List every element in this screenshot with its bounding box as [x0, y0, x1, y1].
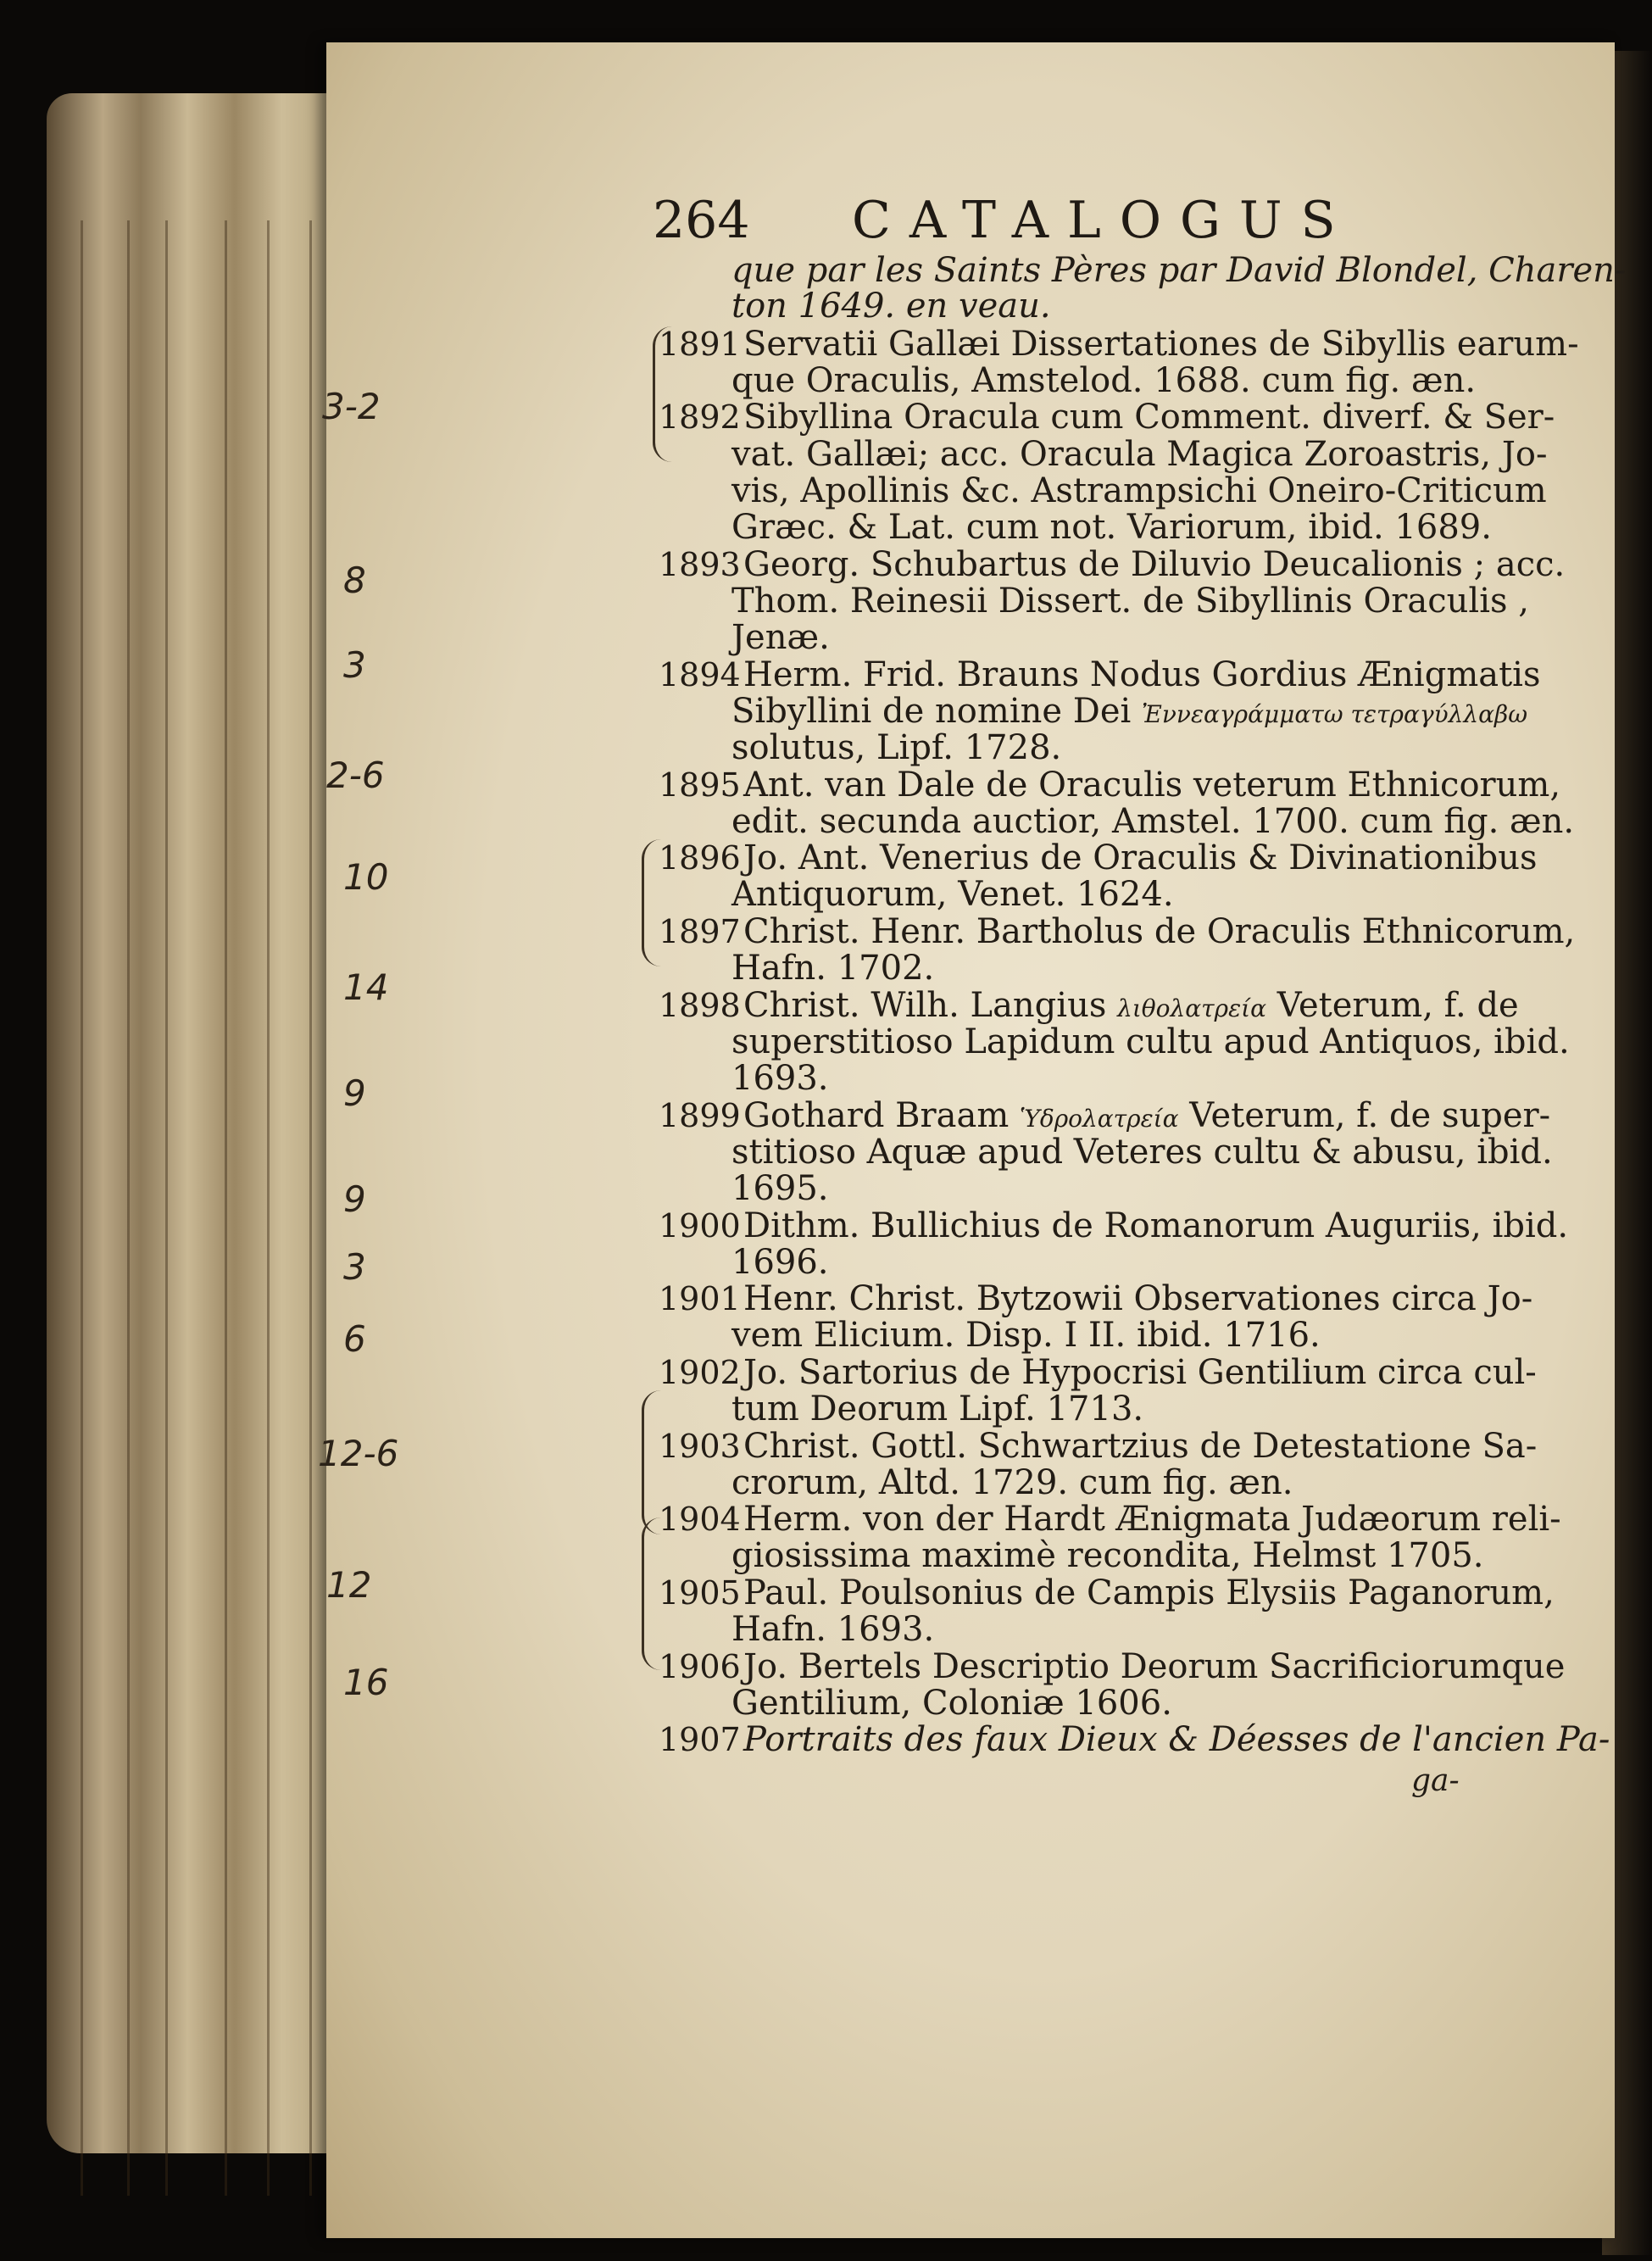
entry-line: tum Deorum Lipf. 1713.	[731, 1389, 1144, 1428]
book-page-edges	[47, 93, 360, 2153]
entry-line: Hafn. 1702.	[731, 949, 935, 988]
entry-line: solutus, Lipf. 1728.	[731, 728, 1062, 767]
entry-line: Antiquorum, Venet. 1624.	[731, 875, 1174, 914]
margin-mark: 16	[343, 1662, 389, 1703]
entry-number: 1896	[659, 839, 741, 877]
entry-line: 1693.	[731, 1059, 829, 1098]
entry-line: Georg. Schubartus de Diluvio Deucalionis ; acc.	[743, 545, 1566, 584]
margin-mark: 3	[343, 644, 366, 686]
entry-line: giosissima maximè recondita, Helmst 1705.	[731, 1536, 1484, 1575]
margin-brace	[642, 1390, 661, 1534]
entry-line: Herm. von der Hardt Ænigmata Judæorum reli-	[743, 1500, 1561, 1539]
catalog-entries	[318, 0, 1649, 2261]
entry-line: Jo. Sartorius de Hypocrisi Gentilium circa cul-	[743, 1353, 1537, 1392]
entry-line: Jo. Bertels Descriptio Deorum Sacrificiorumque	[743, 1647, 1566, 1686]
entry-number: 1905	[659, 1574, 741, 1612]
entry-number: 1897	[659, 913, 741, 950]
entry-line: Græc. & Lat. cum not. Variorum, ibid. 1689.	[731, 508, 1492, 547]
margin-mark: 3-2	[322, 386, 381, 427]
continuation-line: ton 1649. en veau.	[731, 287, 1051, 326]
entry-line: 1696.	[731, 1243, 829, 1282]
margin-mark: 14	[343, 966, 389, 1008]
entry-line: stitioso Aquæ apud Veteres cultu & abusu, ibid.	[731, 1133, 1553, 1172]
entry-line: Gothard Braam Ὑδρολατρεία Veterum, f. de super-	[743, 1096, 1551, 1135]
entry-line: Jo. Ant. Venerius de Oraculis & Divinationibus	[743, 838, 1538, 877]
margin-mark: 9	[343, 1072, 366, 1114]
greek-text: λιθολατρεία	[1117, 994, 1267, 1022]
entry-line: Henr. Christ. Bytzowii Observationes circa Jo-	[743, 1279, 1533, 1318]
entry-number: 1891	[659, 326, 741, 363]
entry-number: 1901	[659, 1280, 741, 1317]
margin-mark: 3	[343, 1246, 366, 1288]
margin-mark: 12-6	[318, 1433, 399, 1474]
entry-number: 1907	[659, 1721, 741, 1758]
entry-line: Sibyllina Oracula cum Comment. diverf. & Ser-	[743, 398, 1555, 437]
entry-line: Christ. Henr. Bartholus de Oraculis Ethnicorum,	[743, 912, 1576, 951]
entry-line: que Oraculis, Amstelod. 1688. cum fig. æn.	[731, 361, 1477, 400]
margin-brace	[653, 326, 672, 462]
running-title: CATALOGUS	[852, 191, 1354, 250]
entry-line: superstitioso Lapidum cultu apud Antiquos, ibid.	[731, 1022, 1570, 1061]
entry-number: 1904	[659, 1501, 741, 1538]
entry-number: 1902	[659, 1354, 741, 1391]
entry-number: 1898	[659, 987, 741, 1024]
entry-line: Servatii Gallæi Dissertationes de Sibyllis earum-	[743, 325, 1579, 364]
catchword: ga-	[1411, 1763, 1460, 1798]
continuation-line: que par les Saints Pères par David Blondel, Charen-	[731, 251, 1627, 290]
page-number: 264	[653, 191, 750, 250]
entry-line: 1695.	[731, 1169, 829, 1208]
entry-line: crorum, Altd. 1729. cum fig. æn.	[731, 1463, 1293, 1502]
entry-line: Jenæ.	[731, 618, 830, 657]
entry-line: Paul. Poulsonius de Campis Elysiis Paganorum,	[743, 1573, 1555, 1612]
margin-mark: 6	[343, 1318, 366, 1360]
entry-line: vat. Gallæi; acc. Oracula Magica Zoroastris, Jo-	[731, 435, 1548, 474]
entry-line: Dithm. Bullichius de Romanorum Auguriis, ibid.	[743, 1206, 1569, 1245]
entry-line: Christ. Wilh. Langius λιθολατρεία Veterum, f. de	[743, 986, 1519, 1025]
margin-mark: 2-6	[326, 755, 385, 796]
entry-number: 1906	[659, 1648, 741, 1685]
greek-text: Ἐννεαγράμματω τετραγύλλαβω	[1142, 700, 1528, 728]
margin-brace	[642, 1518, 661, 1670]
margin-mark: 8	[343, 560, 366, 601]
entry-line: Portraits des faux Dieux & Déesses de l'ancien Pa-	[743, 1720, 1610, 1759]
greek-text: Ὑδρολατρεία	[1020, 1105, 1179, 1133]
entry-number: 1903	[659, 1428, 741, 1465]
margin-mark: 12	[326, 1564, 372, 1606]
entry-number: 1894	[659, 656, 741, 693]
entry-line: Hafn. 1693.	[731, 1610, 935, 1649]
entry-number: 1892	[659, 398, 741, 436]
entry-line: vis, Apollinis &c. Astrampsichi Oneiro-Criticum	[731, 471, 1547, 510]
entry-number: 1899	[659, 1097, 741, 1134]
margin-mark: 10	[343, 856, 389, 898]
entry-line: Christ. Gottl. Schwartzius de Detestatione Sa-	[743, 1427, 1538, 1466]
margin-brace	[642, 839, 661, 966]
entry-line: vem Elicium. Disp. I II. ibid. 1716.	[731, 1316, 1321, 1355]
entry-line: Thom. Reinesii Dissert. de Sibyllinis Oraculis ,	[731, 582, 1529, 621]
entry-line: Herm. Frid. Brauns Nodus Gordius Ænigmatis	[743, 655, 1541, 694]
entry-number: 1895	[659, 766, 741, 804]
entry-number: 1900	[659, 1207, 741, 1245]
entry-line: Ant. van Dale de Oraculis veterum Ethnicorum,	[743, 766, 1561, 805]
entry-line: edit. secunda auctior, Amstel. 1700. cum fig. æn.	[731, 802, 1575, 841]
entry-line: Sibyllini de nomine Dei Ἐννεαγράμματω τετραγύλλαβω	[731, 692, 1528, 731]
margin-mark: 9	[343, 1178, 366, 1220]
entry-line: Gentilium, Coloniæ 1606.	[731, 1684, 1172, 1723]
entry-number: 1893	[659, 546, 741, 583]
